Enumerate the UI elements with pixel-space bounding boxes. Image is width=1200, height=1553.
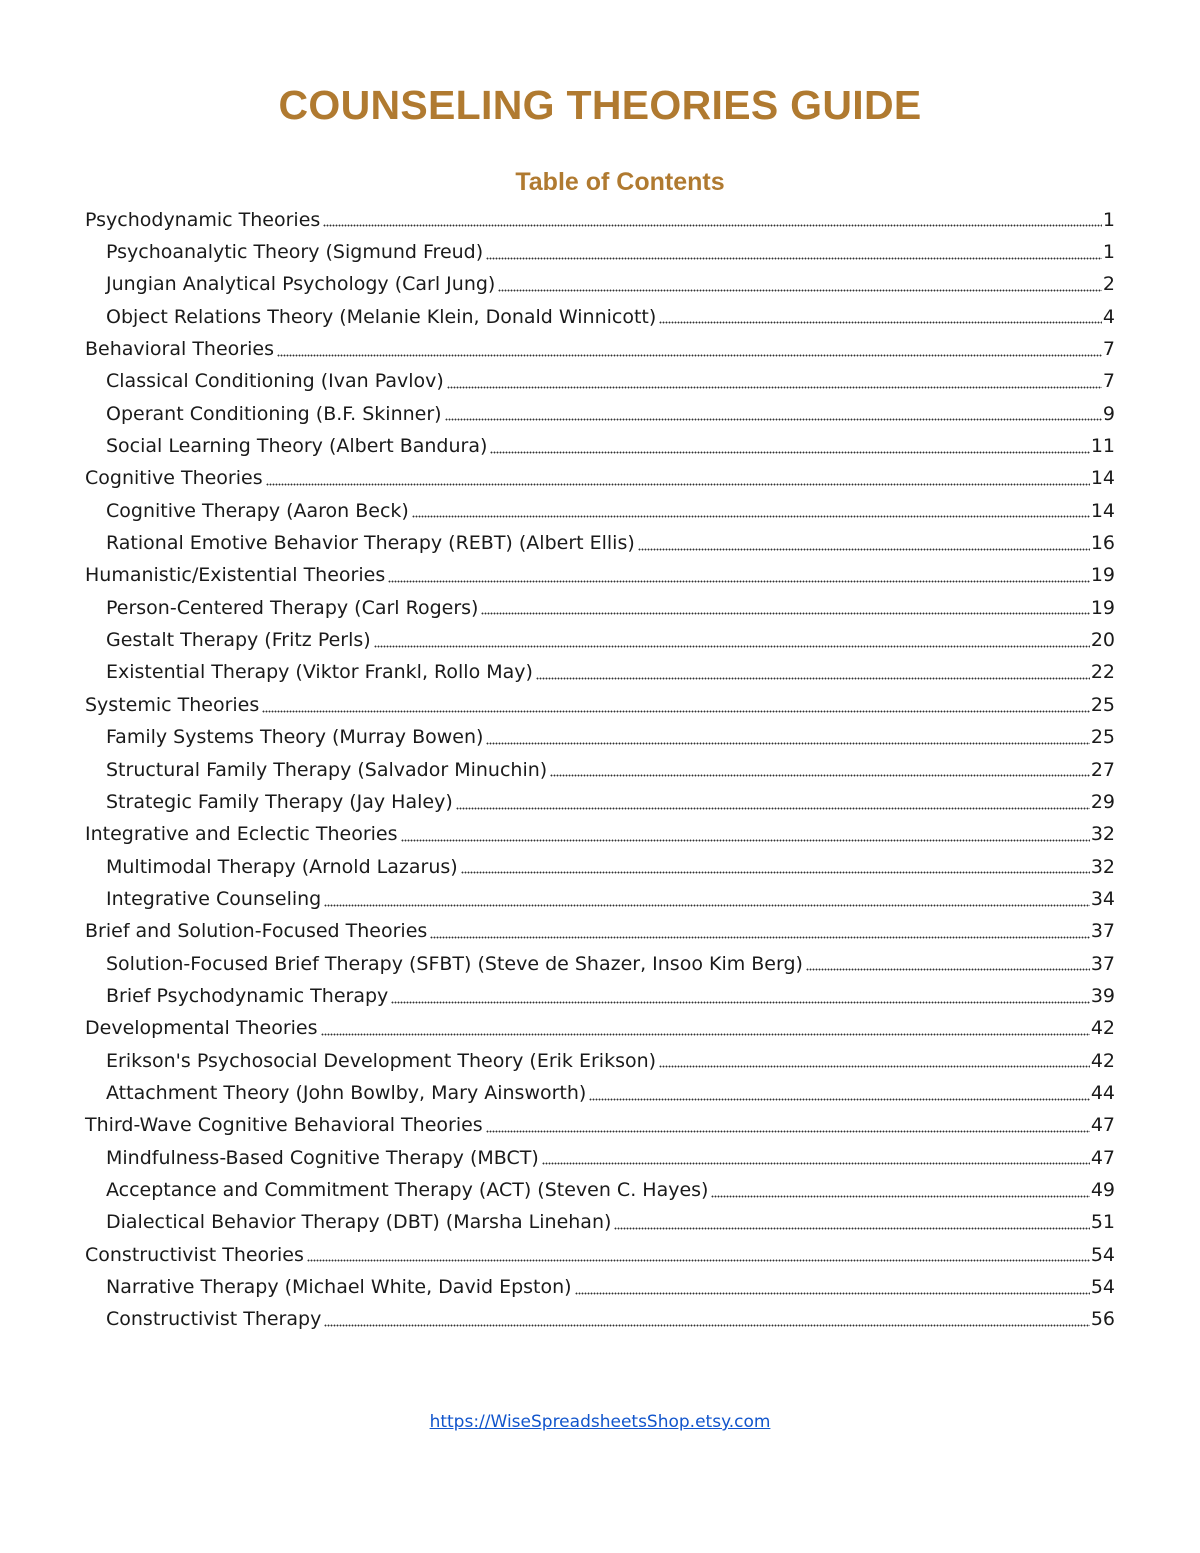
toc-dot-leader xyxy=(659,1062,1090,1068)
toc-dot-leader xyxy=(324,901,1090,907)
toc-entry-title: Psychodynamic Theories xyxy=(85,208,321,231)
toc-page-number: 19 xyxy=(1090,596,1115,619)
toc-subsection-entry[interactable] xyxy=(85,1045,1115,1077)
toc-entry-title: Rational Emotive Behavior Therapy (REBT) (Albert Ellis) xyxy=(106,532,635,555)
toc-page-number: 25 xyxy=(1090,693,1115,716)
toc-subsection-entry[interactable] xyxy=(85,430,1115,462)
toc-page-number: 1 xyxy=(1102,208,1115,231)
toc-dot-leader xyxy=(486,1127,1090,1133)
toc-section-entry[interactable] xyxy=(85,1110,1115,1142)
toc-dot-leader xyxy=(445,415,1102,421)
toc-subsection-entry[interactable] xyxy=(85,398,1115,430)
toc-subsection-entry[interactable] xyxy=(85,722,1115,754)
toc-dot-leader xyxy=(374,642,1090,648)
toc-subsection-entry[interactable] xyxy=(85,1077,1115,1109)
toc-dot-leader xyxy=(323,221,1102,227)
toc-page-number: 47 xyxy=(1090,1146,1115,1169)
toc-page-number: 42 xyxy=(1090,1017,1115,1040)
toc-dot-leader xyxy=(542,1159,1090,1165)
toc-page-number: 32 xyxy=(1090,855,1115,878)
toc-entry-title: Social Learning Theory (Albert Bandura) xyxy=(106,435,488,458)
toc-entry-title: Cognitive Theories xyxy=(85,467,263,490)
toc-entry-title: Existential Therapy (Viktor Frankl, Rollo May) xyxy=(106,661,533,684)
toc-entry-title: Brief Psychodynamic Therapy xyxy=(106,984,389,1007)
toc-subsection-entry[interactable] xyxy=(85,948,1115,980)
toc-dot-leader xyxy=(447,383,1102,389)
toc-entry-title: Solution-Focused Brief Therapy (SFBT) (Steve de Shazer, Insoo Kim Berg) xyxy=(106,952,803,975)
toc-page-number: 39 xyxy=(1090,984,1115,1007)
toc-entry-title: Behavioral Theories xyxy=(85,338,274,361)
toc-section-entry[interactable] xyxy=(85,916,1115,948)
toc-page-number: 11 xyxy=(1090,435,1115,458)
toc-subsection-entry[interactable] xyxy=(85,1142,1115,1174)
toc-page-number: 14 xyxy=(1090,499,1115,522)
toc-entry-title: Person-Centered Therapy (Carl Rogers) xyxy=(106,596,479,619)
toc-entry-title: Systemic Theories xyxy=(85,693,260,716)
toc-entry-title: Humanistic/Existential Theories xyxy=(85,564,386,587)
toc-entry-title: Acceptance and Commitment Therapy (ACT) (Steven C. Hayes) xyxy=(106,1178,709,1201)
toc-entry-title: Cognitive Therapy (Aaron Beck) xyxy=(106,499,409,522)
toc-subsection-entry[interactable] xyxy=(85,592,1115,624)
toc-entry-title: Strategic Family Therapy (Jay Haley) xyxy=(106,790,453,813)
toc-section-entry[interactable] xyxy=(85,333,1115,365)
toc-dot-leader xyxy=(262,707,1090,713)
toc-subsection-entry[interactable] xyxy=(85,269,1115,301)
toc-page-number: 4 xyxy=(1102,305,1115,328)
toc-dot-leader xyxy=(806,965,1090,971)
toc-dot-leader xyxy=(550,771,1090,777)
toc-entry-title: Integrative Counseling xyxy=(106,887,322,910)
toc-page-number: 54 xyxy=(1090,1276,1115,1299)
toc-dot-leader xyxy=(481,609,1089,615)
toc-dot-leader xyxy=(321,1030,1090,1036)
toc-page-number: 7 xyxy=(1102,370,1115,393)
toc-page-number: 32 xyxy=(1090,823,1115,846)
toc-page-number: 9 xyxy=(1102,402,1115,425)
toc-dot-leader xyxy=(659,318,1102,324)
toc-entry-title: Developmental Theories xyxy=(85,1017,318,1040)
toc-dot-leader xyxy=(307,1256,1090,1262)
toc-dot-leader xyxy=(277,351,1102,357)
toc-entry-title: Third-Wave Cognitive Behavioral Theories xyxy=(85,1114,483,1137)
toc-entry-title: Brief and Solution-Focused Theories xyxy=(85,920,428,943)
toc-section-entry[interactable] xyxy=(85,1013,1115,1045)
toc-page-number: 56 xyxy=(1090,1308,1115,1331)
toc-page-number: 22 xyxy=(1090,661,1115,684)
toc-section-entry[interactable] xyxy=(85,560,1115,592)
toc-dot-leader xyxy=(711,1192,1089,1198)
toc-dot-leader xyxy=(456,804,1090,810)
toc-subsection-entry[interactable] xyxy=(85,366,1115,398)
toc-entry-title: Structural Family Therapy (Salvador Minuchin) xyxy=(106,758,548,781)
toc-entry-title: Family Systems Theory (Murray Bowen) xyxy=(106,726,484,749)
toc-dot-leader xyxy=(412,512,1090,518)
toc-page-number: 7 xyxy=(1102,338,1115,361)
toc-entry-title: Operant Conditioning (B.F. Skinner) xyxy=(106,402,442,425)
toc-entry-title: Erikson's Psychosocial Development Theory (Erik Erikson) xyxy=(106,1049,657,1072)
toc-page-number: 51 xyxy=(1090,1211,1115,1234)
toc-dot-leader xyxy=(614,1224,1089,1230)
toc-heading: Table of Contents xyxy=(515,168,725,196)
toc-section-entry[interactable] xyxy=(85,463,1115,495)
toc-subsection-entry[interactable] xyxy=(85,657,1115,689)
toc-page-number: 37 xyxy=(1090,920,1115,943)
toc-subsection-entry[interactable] xyxy=(85,1207,1115,1239)
toc-section-entry[interactable] xyxy=(85,204,1115,236)
toc-subsection-entry[interactable] xyxy=(85,527,1115,559)
toc-dot-leader xyxy=(638,545,1090,551)
toc-dot-leader xyxy=(430,933,1090,939)
toc-section-entry[interactable] xyxy=(85,819,1115,851)
toc-page-number: 2 xyxy=(1102,273,1115,296)
toc-subsection-entry[interactable] xyxy=(85,236,1115,268)
toc-page-number: 29 xyxy=(1090,790,1115,813)
toc-dot-leader xyxy=(388,577,1090,583)
toc-subsection-entry[interactable] xyxy=(85,1304,1115,1336)
toc-entry-title: Psychoanalytic Theory (Sigmund Freud) xyxy=(106,241,484,264)
footer-etsy-link[interactable]: https://WiseSpreadsheetsShop.etsy.com xyxy=(429,1412,771,1432)
toc-dot-leader xyxy=(589,1095,1089,1101)
toc-page-number: 54 xyxy=(1090,1243,1115,1266)
toc-entry-title: Attachment Theory (John Bowlby, Mary Ainsworth) xyxy=(106,1081,587,1104)
toc-dot-leader xyxy=(324,1321,1089,1327)
toc-subsection-entry[interactable] xyxy=(85,980,1115,1012)
toc-page-number: 19 xyxy=(1090,564,1115,587)
toc-dot-leader xyxy=(391,998,1090,1004)
toc-dot-leader xyxy=(266,480,1090,486)
toc-page-number: 34 xyxy=(1090,887,1115,910)
toc-page-number: 27 xyxy=(1090,758,1115,781)
toc-section-entry[interactable] xyxy=(85,689,1115,721)
toc-subsection-entry[interactable] xyxy=(85,1271,1115,1303)
toc-entry-title: Integrative and Eclectic Theories xyxy=(85,823,398,846)
toc-subsection-entry[interactable] xyxy=(85,754,1115,786)
toc-page-number: 37 xyxy=(1090,952,1115,975)
toc-page-number: 1 xyxy=(1102,241,1115,264)
toc-dot-leader xyxy=(536,674,1090,680)
toc-entry-title: Constructivist Theories xyxy=(85,1243,304,1266)
toc-subsection-entry[interactable] xyxy=(85,883,1115,915)
toc-subsection-entry[interactable] xyxy=(85,301,1115,333)
toc-page-number: 14 xyxy=(1090,467,1115,490)
toc-entry-title: Object Relations Theory (Melanie Klein, Donald Winnicott) xyxy=(106,305,657,328)
toc-dot-leader xyxy=(401,836,1090,842)
toc-section-entry[interactable] xyxy=(85,1239,1115,1271)
toc-page-number: 16 xyxy=(1090,532,1115,555)
table-of-contents xyxy=(85,204,1115,1336)
toc-entry-title: Jungian Analytical Psychology (Carl Jung) xyxy=(106,273,496,296)
toc-subsection-entry[interactable] xyxy=(85,851,1115,883)
toc-dot-leader xyxy=(461,868,1090,874)
document-title: COUNSELING THEORIES GUIDE xyxy=(278,82,922,128)
toc-subsection-entry[interactable] xyxy=(85,786,1115,818)
toc-entry-title: Narrative Therapy (Michael White, David Epston) xyxy=(106,1276,572,1299)
toc-dot-leader xyxy=(486,254,1102,260)
toc-page-number: 47 xyxy=(1090,1114,1115,1137)
toc-subsection-entry[interactable] xyxy=(85,624,1115,656)
toc-entry-title: Multimodal Therapy (Arnold Lazarus) xyxy=(106,855,458,878)
toc-dot-leader xyxy=(490,448,1089,454)
toc-page-number: 42 xyxy=(1090,1049,1115,1072)
toc-entry-title: Mindfulness-Based Cognitive Therapy (MBCT) xyxy=(106,1146,539,1169)
toc-subsection-entry[interactable] xyxy=(85,495,1115,527)
toc-entry-title: Dialectical Behavior Therapy (DBT) (Marsha Linehan) xyxy=(106,1211,612,1234)
toc-dot-leader xyxy=(575,1289,1090,1295)
toc-subsection-entry[interactable] xyxy=(85,1174,1115,1206)
toc-page-number: 44 xyxy=(1090,1081,1115,1104)
toc-dot-leader xyxy=(486,739,1089,745)
toc-entry-title: Classical Conditioning (Ivan Pavlov) xyxy=(106,370,444,393)
toc-entry-title: Constructivist Therapy xyxy=(106,1308,322,1331)
toc-dot-leader xyxy=(498,286,1102,292)
toc-page-number: 49 xyxy=(1090,1178,1115,1201)
toc-page-number: 25 xyxy=(1090,726,1115,749)
toc-page-number: 20 xyxy=(1090,629,1115,652)
toc-entry-title: Gestalt Therapy (Fritz Perls) xyxy=(106,629,371,652)
